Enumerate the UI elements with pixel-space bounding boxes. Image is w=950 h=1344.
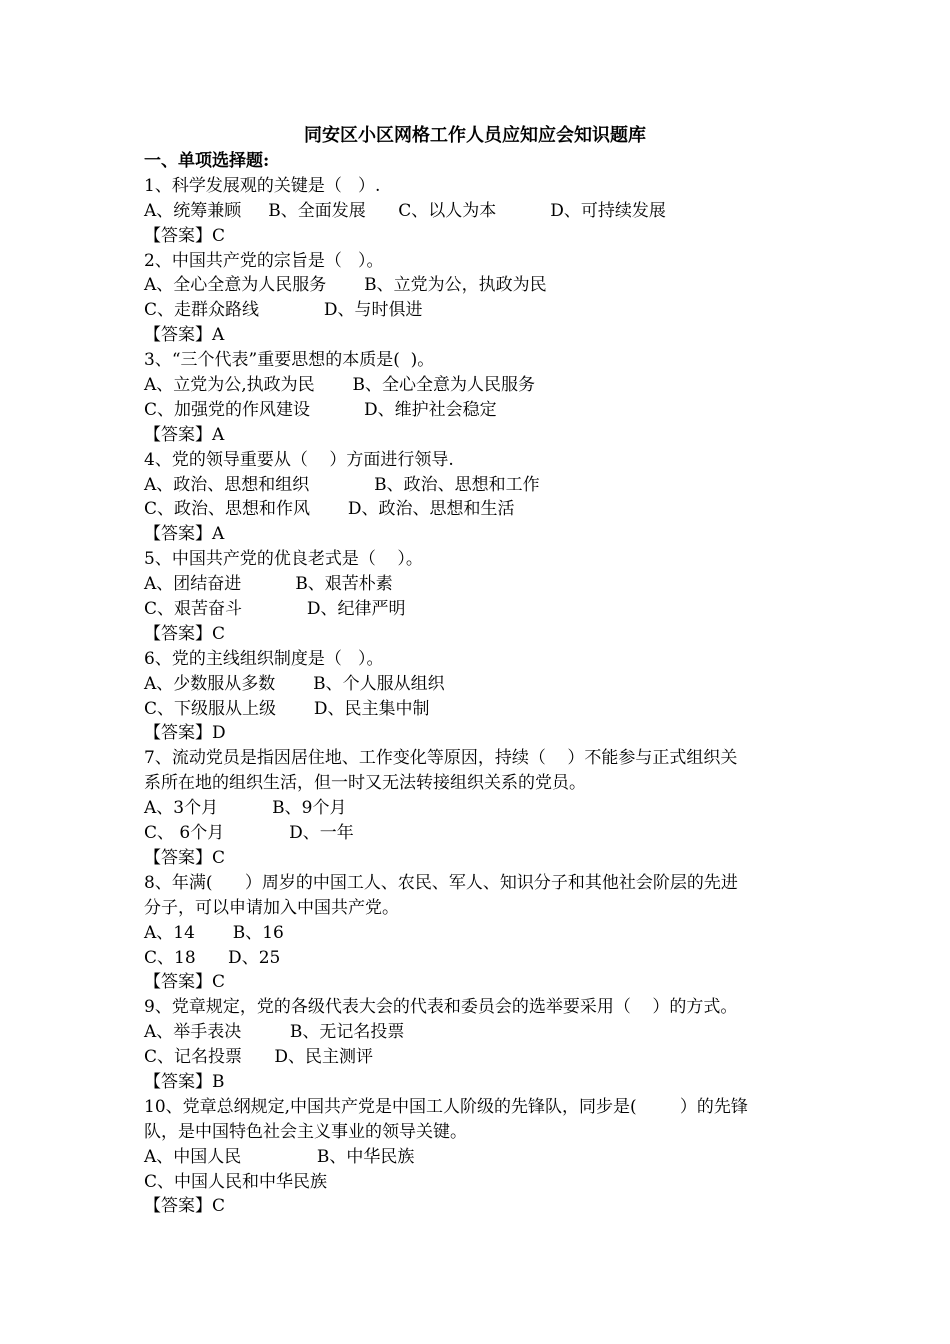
question-stem: 7、流动党员是指因居住地、工作变化等原因，持续（ ）不能参与正式组织关 (144, 748, 738, 769)
answer-line: 【答案】A (144, 524, 225, 545)
question-stem: 6、党的主线组织制度是（ ）。 (144, 648, 384, 669)
question-stem: 1、科学发展观的关键是（ ）. (144, 175, 381, 196)
answer-line: 【答案】C (144, 623, 226, 644)
question-stem: 8、年满( ）周岁的中国工人、农民、军人、知识分子和其他社会阶层的先进 (144, 872, 738, 893)
question-stem: 5、中国共产党的优良老式是（ ）。 (144, 549, 423, 570)
question-stem: 队，是中国特色社会主义事业的领导关键。 (144, 1121, 467, 1142)
question-stem: 分子，可以申请加入中国共产党。 (144, 897, 399, 918)
question-options: A、统筹兼顾 B、全面发展 C、以人为本 D、可持续发展 (144, 200, 666, 221)
question-stem: 2、中国共产党的宗旨是（ ）。 (144, 250, 384, 271)
answer-line: 【答案】A (144, 325, 225, 346)
question-block (144, 871, 814, 995)
question-options: C、加强党的作风建设 D、维护社会稳定 (144, 399, 497, 420)
question-options: C、下级服从上级 D、民主集中制 (144, 698, 430, 719)
question-block (144, 547, 814, 647)
question-options: A、团结奋进 B、艰苦朴素 (144, 574, 393, 595)
question-options: C、 6个月 D、一年 (144, 823, 354, 844)
question-options: C、记名投票 D、民主测评 (144, 1047, 374, 1068)
question-options: A、政治、思想和组织 B、政治、思想和工作 (144, 474, 540, 495)
question-options: A、14 B、16 (144, 922, 284, 943)
question-block (144, 995, 814, 1095)
answer-line: 【答案】D (144, 723, 226, 744)
question-block (144, 1095, 814, 1219)
question-options: A、举手表决 B、无记名投票 (144, 1022, 405, 1043)
question-stem: 3、“三个代表”重要思想的本质是( )。 (144, 350, 435, 371)
question-options: C、艰苦奋斗 D、纪律严明 (144, 599, 406, 620)
question-stem: 10、党章总纲规定,中国共产党是中国工人阶级的先锋队，同步是( ）的先锋 (144, 1096, 748, 1117)
question-block (144, 249, 814, 349)
section-heading: 一、单项选择题: (144, 151, 270, 171)
question-options: C、18 D、25 (144, 947, 281, 968)
document-title: 同安区小区网格工作人员应知应会知识题库 (304, 125, 646, 146)
answer-line: 【答案】A (144, 424, 225, 445)
question-stem: 9、党章规定，党的各级代表大会的代表和委员会的选举要采用（ ）的方式。 (144, 997, 738, 1018)
question-options: A、立党为公,执政为民 B、全心全意为人民服务 (144, 375, 535, 396)
question-options: A、少数服从多数 B、个人服从组织 (144, 673, 445, 694)
question-block (144, 647, 814, 747)
question-block (144, 348, 814, 448)
question-block (144, 448, 814, 548)
answer-line: 【答案】C (144, 1196, 226, 1217)
question-list (144, 149, 814, 1219)
question-options: C、政治、思想和作风 D、政治、思想和生活 (144, 499, 515, 520)
question-options: C、中国人民和中华民族 (144, 1171, 328, 1192)
answer-line: 【答案】B (144, 1071, 225, 1092)
question-block (144, 174, 814, 249)
question-options: A、全心全意为人民服务 B、立党为公，执政为民 (144, 275, 547, 296)
question-options: A、3个月 B、9个月 (144, 798, 347, 819)
answer-line: 【答案】C (144, 225, 226, 246)
question-options: A、中国人民 B、中华民族 (144, 1146, 415, 1167)
question-stem: 系所在地的组织生活，但一时又无法转接组织关系的党员。 (144, 773, 586, 794)
answer-line: 【答案】C (144, 847, 226, 868)
question-stem: 4、党的领导重要从（ ）方面进行领导. (144, 449, 454, 470)
question-block (144, 746, 814, 870)
question-options: C、走群众路线 D、与时俱进 (144, 300, 423, 321)
answer-line: 【答案】C (144, 972, 226, 993)
